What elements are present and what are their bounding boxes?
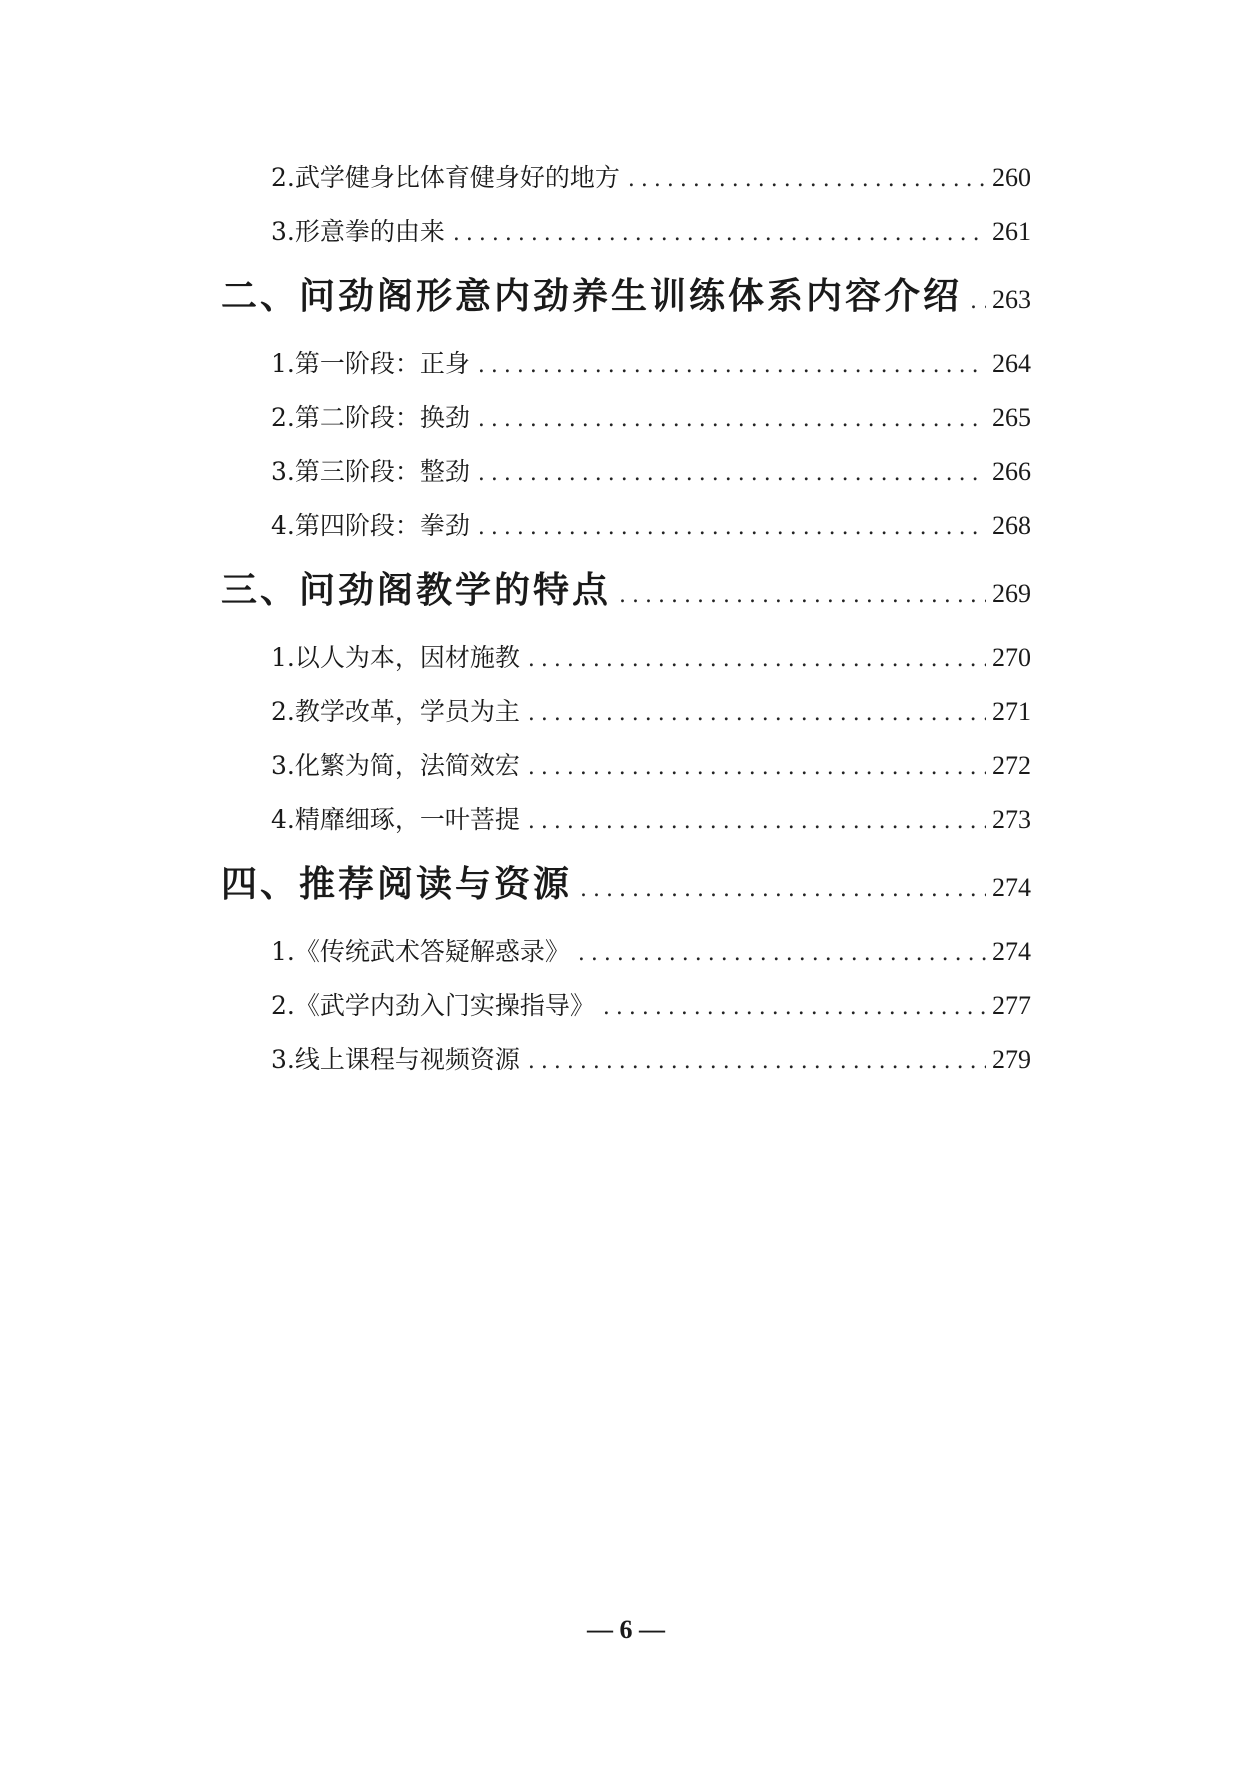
dot-leader	[528, 642, 986, 676]
toc-entry	[271, 988, 1031, 1024]
page-number: — 6 —	[587, 1615, 665, 1644]
toc-entry-page: 274	[992, 937, 1031, 966]
dot-leader	[578, 936, 986, 970]
toc-section-label: 二、问劲阁形意内劲养生训练体系内容介绍	[221, 276, 963, 317]
toc-entry-label: 3.第三阶段：整劲	[271, 457, 470, 486]
toc-entry	[271, 934, 1031, 970]
toc-entry	[271, 694, 1031, 730]
dot-leader	[628, 162, 986, 196]
toc-entry-page: 270	[992, 643, 1031, 672]
toc-section-heading	[221, 566, 1031, 616]
toc-entry	[271, 1042, 1031, 1078]
toc-entry-label: 1.第一阶段：正身	[271, 349, 470, 378]
toc-section-heading	[221, 272, 1031, 322]
toc-entry-page: 272	[992, 751, 1031, 780]
toc-entry-page: 260	[992, 163, 1031, 192]
toc-entry-page: 271	[992, 697, 1031, 726]
toc-entry	[271, 214, 1031, 250]
toc-entry-page: 261	[992, 217, 1031, 246]
dot-leader	[603, 990, 986, 1024]
toc-section-label: 三、问劲阁教学的特点	[221, 570, 612, 611]
toc-entry	[271, 454, 1031, 490]
toc-entry-label: 4.精靡细琢，一叶菩提	[271, 805, 520, 834]
toc-entry-label: 3.形意拳的由来	[271, 217, 445, 246]
toc-entry-page: 279	[992, 1045, 1031, 1074]
dot-leader	[619, 571, 986, 616]
dot-leader	[478, 348, 986, 382]
toc-entry-page: 277	[992, 991, 1031, 1020]
toc-entry-label: 1.以人为本，因材施教	[271, 643, 520, 672]
toc-entry-label: 2.《武学内劲入门实操指导》	[271, 991, 595, 1020]
toc-section-page: 269	[992, 579, 1031, 608]
toc-entry-label: 1.《传统武术答疑解惑录》	[271, 937, 570, 966]
dot-leader	[453, 216, 986, 250]
dot-leader	[478, 402, 986, 436]
toc-entry-label: 3.化繁为简，法简效宏	[271, 751, 520, 780]
toc-entry-page: 265	[992, 403, 1031, 432]
toc-entry	[271, 508, 1031, 544]
toc-section-page: 263	[992, 285, 1031, 314]
toc-entry	[271, 640, 1031, 676]
toc-entry	[271, 400, 1031, 436]
toc-entry	[271, 160, 1031, 196]
toc-entry-label: 2.教学改革，学员为主	[271, 697, 520, 726]
toc-entry-page: 273	[992, 805, 1031, 834]
toc-entry	[271, 346, 1031, 382]
toc-entry-page: 264	[992, 349, 1031, 378]
toc-section-page: 274	[992, 873, 1031, 902]
toc-entry-label: 3.线上课程与视频资源	[271, 1045, 520, 1074]
toc-entry	[271, 748, 1031, 784]
dot-leader	[478, 456, 986, 490]
dot-leader	[580, 865, 986, 910]
dot-leader	[528, 1044, 986, 1078]
dot-leader	[528, 750, 986, 784]
toc-entry-page: 268	[992, 511, 1031, 540]
toc-section-label: 四、推荐阅读与资源	[221, 864, 573, 905]
toc-section-heading	[221, 860, 1031, 910]
toc-entry-label: 2.第二阶段：换劲	[271, 403, 470, 432]
toc-entry-label: 2.武学健身比体育健身好的地方	[271, 163, 620, 192]
dot-leader	[528, 696, 986, 730]
dot-leader	[970, 277, 986, 322]
dot-leader	[528, 804, 986, 838]
dot-leader	[478, 510, 986, 544]
toc-entry-label: 4.第四阶段：拳劲	[271, 511, 470, 540]
toc-entry-page: 266	[992, 457, 1031, 486]
toc-entry	[271, 802, 1031, 838]
